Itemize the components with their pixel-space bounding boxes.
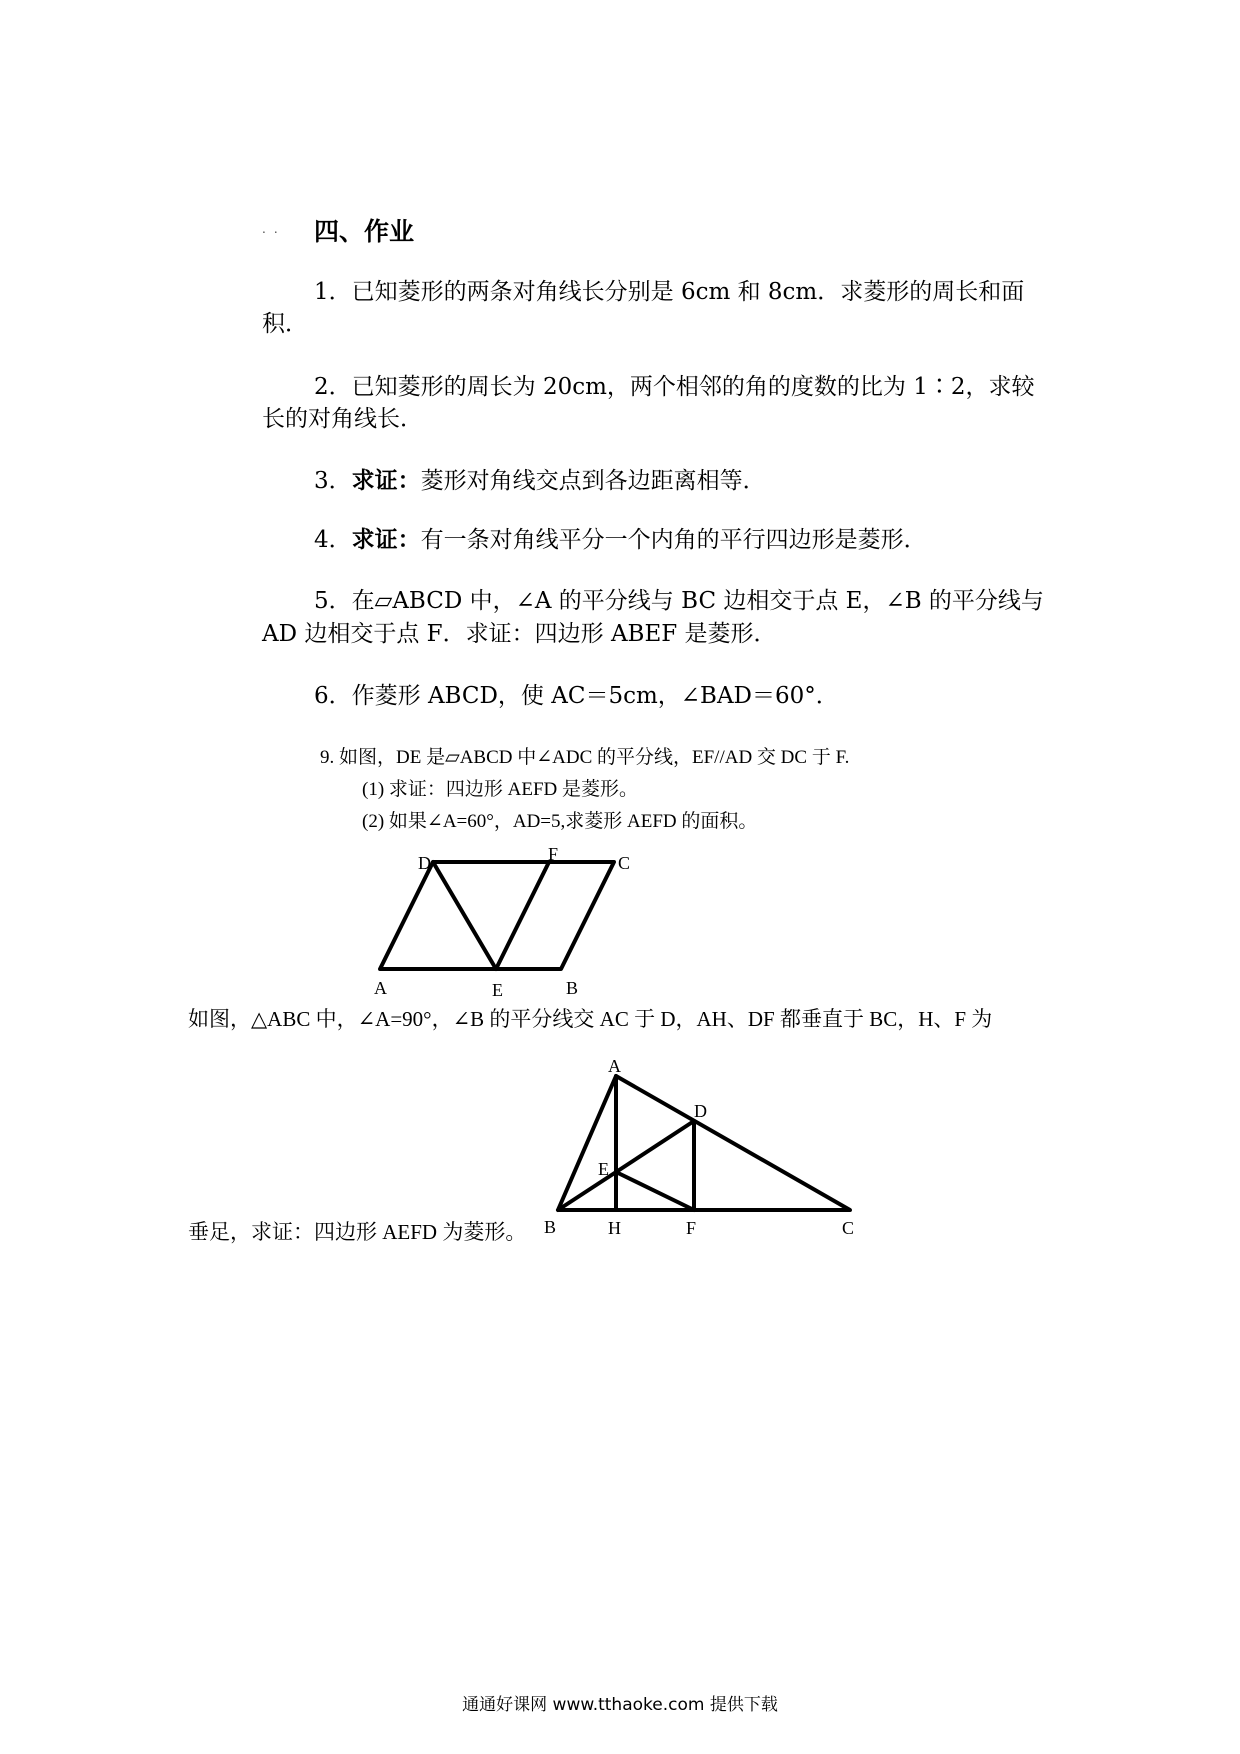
- tri-label-a: A: [608, 1056, 621, 1076]
- label-a: A: [374, 978, 387, 998]
- problem-3-number: 3．: [314, 468, 352, 494]
- problem-1-line-1: 1．已知菱形的两条对角线长分别是 6cm 和 8cm．求菱形的周长和面: [314, 279, 1025, 305]
- problem-10-line-2: 垂足，求证：四边形 AEFD 为菱形。: [188, 1220, 527, 1244]
- label-b: B: [566, 978, 579, 998]
- tri-label-e: E: [598, 1159, 609, 1179]
- problem-4-number: 4．: [314, 527, 352, 553]
- problem-6: 6．作菱形 ABCD，使 AC＝5cm，∠BAD＝60°．: [314, 683, 839, 709]
- label-f: F: [548, 844, 559, 864]
- problem-5-line-1: 5．在▱ABCD 中，∠A 的平分线与 BC 边相交于点 E，∠B 的平分线与: [314, 588, 1044, 614]
- parallelogram-figure: [380, 862, 614, 969]
- problem-9-stem: 9. 如图，DE 是▱ABCD 中∠ADC 的平分线，EF//AD 交 DC 于 F.: [320, 747, 850, 768]
- margin-dots: ..: [262, 222, 286, 236]
- problem-4-text: 有一条对角线平分一个内角的平行四边形是菱形．: [420, 527, 927, 553]
- parallelogram-abcd: [380, 862, 614, 969]
- segment-ef: [616, 1172, 694, 1210]
- page-footer: 通通好课网 www.tthaoke.com 提供下载: [462, 1695, 778, 1715]
- section-title: 四、作业: [314, 217, 415, 246]
- problem-1-line-2: 积．: [262, 311, 308, 337]
- tri-label-c: C: [842, 1218, 855, 1238]
- problem-3-text: 菱形对角线交点到各边距离相等．: [420, 468, 766, 494]
- tri-label-b: B: [544, 1217, 557, 1237]
- segment-de: [433, 862, 496, 969]
- problem-3-prove-label: 求证：: [351, 468, 421, 494]
- problem-5-line-2: AD 边相交于点 F．求证：四边形 ABEF 是菱形．: [262, 621, 777, 647]
- problem-2-line-1: 2．已知菱形的周长为 20cm，两个相邻的角的度数的比为 1∶2，求较: [314, 374, 1035, 400]
- right-triangle-figure: [558, 1076, 850, 1210]
- segment-ef: [496, 862, 549, 969]
- problem-9-part-2: (2) 如果∠A=60°，AD=5,求菱形 AEFD 的面积。: [362, 811, 758, 832]
- label-d: D: [418, 853, 431, 873]
- problem-4-prove-label: 求证：: [351, 527, 421, 553]
- tri-label-h: H: [608, 1218, 621, 1238]
- tri-label-d: D: [694, 1101, 707, 1121]
- label-e: E: [492, 980, 503, 1000]
- problem-9-part-1: (1) 求证：四边形 AEFD 是菱形。: [362, 779, 639, 800]
- label-c: C: [618, 853, 631, 873]
- triangle-abc: [558, 1076, 850, 1210]
- problem-2-line-2: 长的对角线长．: [262, 406, 423, 432]
- problem-10-line-1: 如图，△ABC 中，∠A=90°，∠B 的平分线交 AC 于 D，AH、DF 都垂直于 BC，H、F 为: [188, 1007, 993, 1031]
- tri-label-f: F: [686, 1218, 697, 1238]
